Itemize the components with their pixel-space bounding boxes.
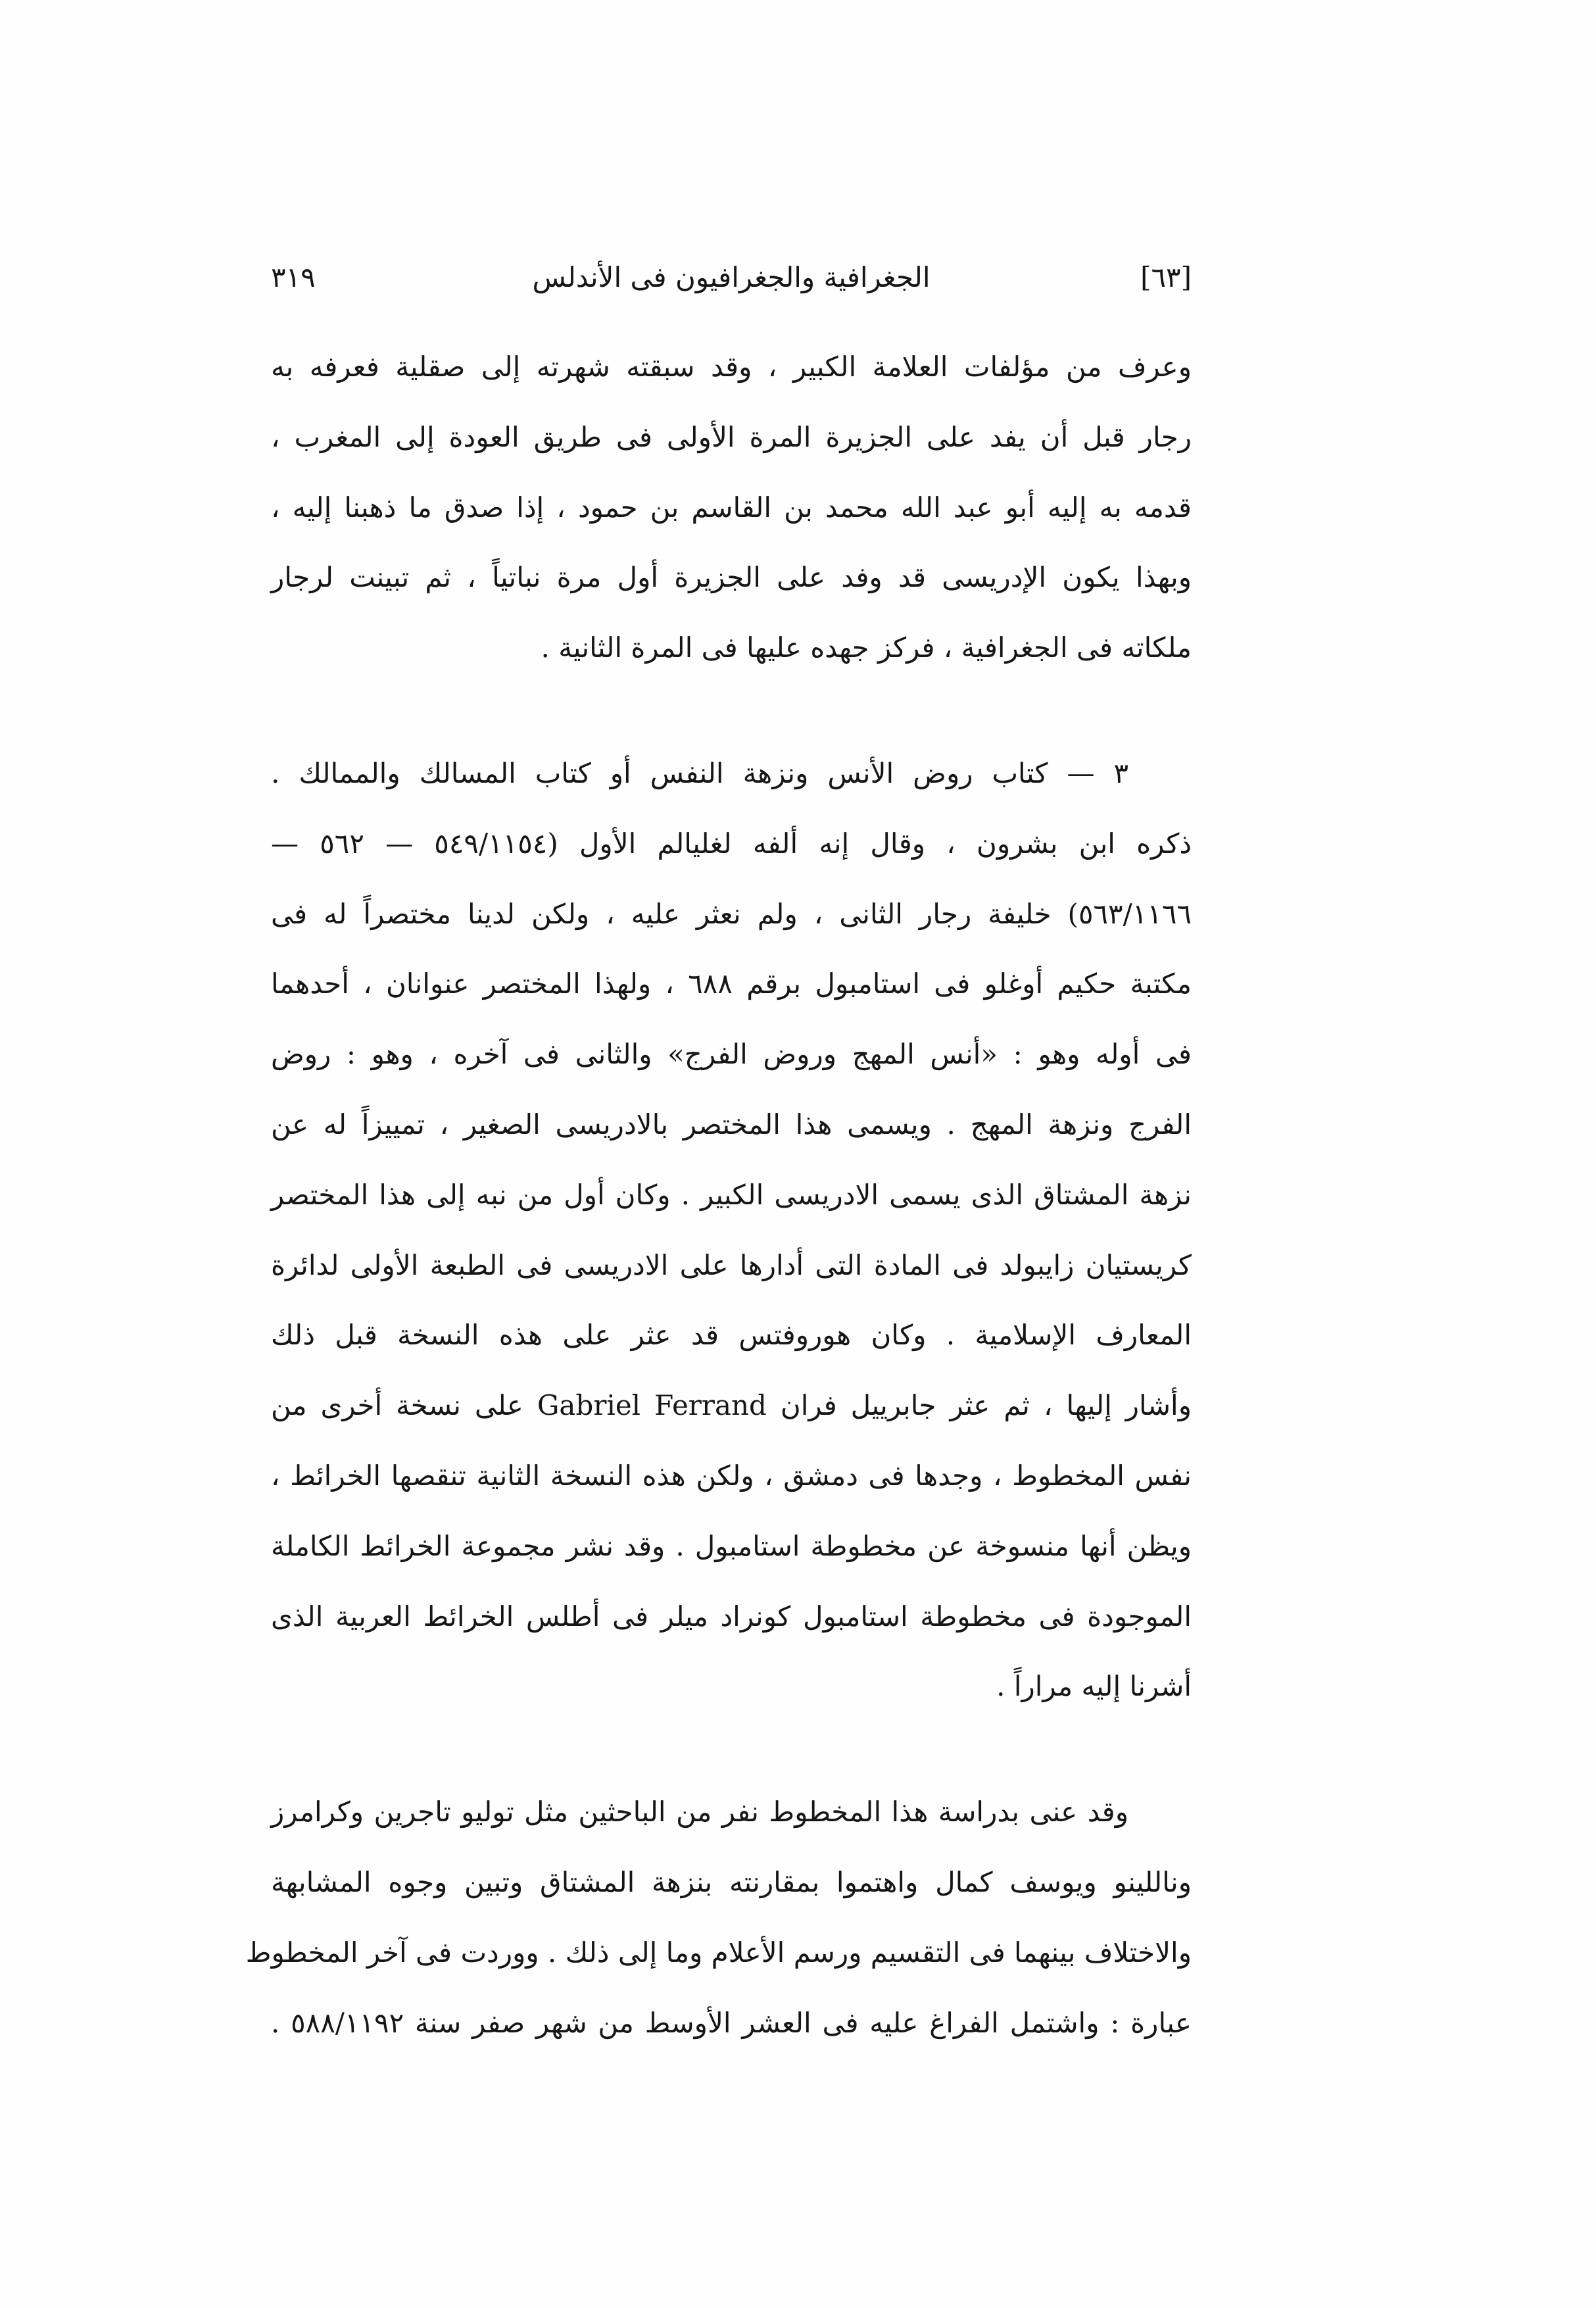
- text-line: الموجودة فى مخطوطة استامبول كونراد ميلر فى أطلس الخرائط العربية الذى: [271, 1600, 1192, 1633]
- running-head: [271, 258, 1192, 304]
- page-number: ٣١٩: [271, 261, 316, 293]
- text-line: ذكره ابن بشرون ، وقال إنه ألفه لغليالم الأول (٥٤٩/١١٥٤ — ٥٦٢ —: [271, 827, 1192, 860]
- text-line: وأشار إليها ، ثم عثر جابرييل فران Gabriel Ferrand على نسخة أخرى من: [271, 1389, 1192, 1422]
- text-line: أشرنا إليه مراراً .: [996, 1670, 1192, 1703]
- text-line: ملكاته فى الجغرافية ، فركز جهده عليها فى المرة الثانية .: [541, 631, 1192, 664]
- text-line: كريستيان زايبولد فى المادة التى أدارها على الادريسى فى الطبعة الأولى لدائرة: [271, 1248, 1192, 1281]
- body-text: [245, 332, 1192, 2058]
- paragraph-rawd-al-uns: [271, 739, 1192, 1722]
- section-number: [٦٣]: [1140, 261, 1192, 293]
- text-line: عبارة : واشتمل الفراغ عليه فى العشر الأوسط من شهر صفر سنة ٥٨٨/١١٩٢ .: [271, 2006, 1192, 2039]
- text-line: وعرف من مؤلفات العلامة الكبير ، وقد سبقته شهرته إلى صقلية فعرفه به: [271, 351, 1192, 383]
- text-line: وبهذا يكون الإدريسى قد وفد على الجزيرة أول مرة نباتياً ، ثم تبينت لرجار: [271, 561, 1192, 594]
- text-line: المعارف الإسلامية . وكان هوروفتس قد عثر على هذه النسخة قبل ذلك: [271, 1319, 1192, 1352]
- text-line: ويظن أنها منسوخة عن مخطوطة استامبول . وقد نشر مجموعة الخرائط الكاملة: [271, 1529, 1192, 1562]
- text-line: مكتبة حكيم أوغلو فى استامبول برقم ٦٨٨ ، ولهذا المختصر عنوانان ، أحدهما: [271, 968, 1192, 1000]
- text-line: قدمه به إليه أبو عبد الله محمد بن القاسم بن حمود ، إذا صدق ما ذهبنا إليه ،: [271, 491, 1192, 524]
- paragraph-idrisi-sicily: [271, 332, 1192, 683]
- text-line: ٣ — كتاب روض الأنس ونزهة النفس أو كتاب المسالك والممالك .: [271, 756, 1128, 789]
- text-line: والاختلاف بينهما فى التقسيم ورسم الأعلام وما إلى ذلك . ووردت فى آخر المخطوط: [245, 1936, 1192, 1969]
- running-title: الجغرافية والجغرافيون فى الأندلس: [532, 261, 931, 293]
- text-line: رجار قبل أن يفد على الجزيرة المرة الأولى فى طريق العودة إلى المغرب ،: [271, 420, 1192, 453]
- text-line: الفرج ونزهة المهج . ويسمى هذا المختصر بالادريسى الصغير ، تمييزاً له عن: [271, 1108, 1192, 1141]
- paragraph-manuscript-study: [245, 1777, 1192, 2058]
- text-line: نفس المخطوط ، وجدها فى دمشق ، ولكن هذه النسخة الثانية تنقصها الخرائط ،: [271, 1459, 1192, 1492]
- text-line: وناللينو ويوسف كمال واهتموا بمقارنته بنزهة المشتاق وتبين وجوه المشابهة: [271, 1865, 1192, 1898]
- text-line: وقد عنى بدراسة هذا المخطوط نفر من الباحثين مثل توليو تاجرين وكرامرز: [271, 1796, 1128, 1829]
- text-line: ٥٦٣/١١٦٦) خليفة رجار الثانى ، ولم نعثر عليه ، ولكن لدينا مختصراً له فى: [271, 897, 1192, 930]
- text-line: فى أوله وهو : «أنس المهج وروض الفرج» والثانى فى آخره ، وهو : روض: [271, 1038, 1192, 1071]
- text-line: نزهة المشتاق الذى يسمى الادريسى الكبير . وكان أول من نبه إلى هذا المختصر: [271, 1178, 1192, 1211]
